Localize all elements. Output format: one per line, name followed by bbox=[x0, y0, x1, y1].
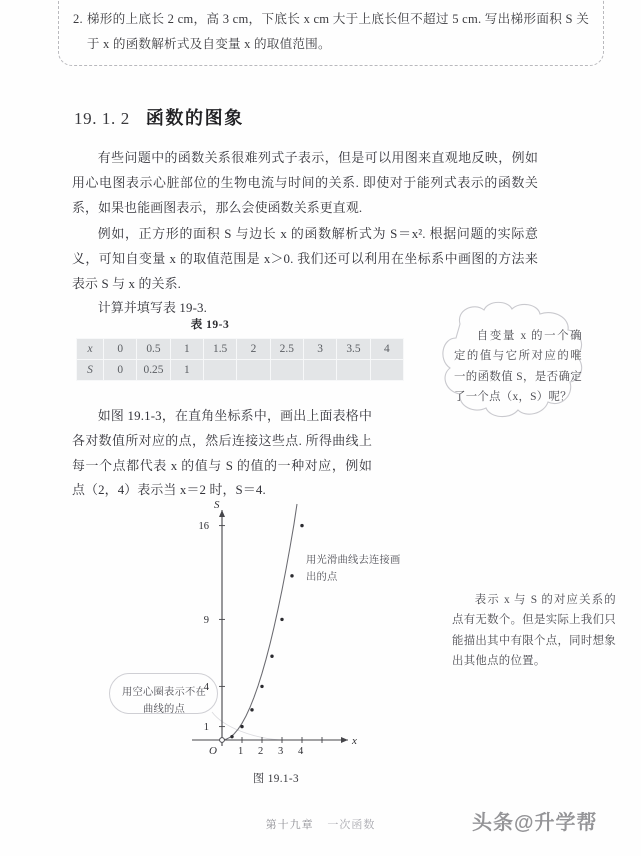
exercise-number: 2. bbox=[73, 12, 83, 26]
watermark: 头条@升学帮 bbox=[472, 812, 598, 834]
figure-caption: 图 19.1-3 bbox=[252, 773, 300, 785]
x-tick-label: 3 bbox=[278, 746, 284, 757]
table-cell: 0.5 bbox=[137, 339, 170, 360]
table-cell bbox=[237, 360, 270, 381]
paragraph-figure-desc: 如图 19.1-3，在直角坐标系中，画出上面表格中各对数值所对应的点，然后连接这些点. 所得曲线上每一个点都代表 x 的值与 S 的值的一种对应，例如点（2，4）表示当 x＝2 时，S＝4. bbox=[72, 409, 372, 498]
paragraph-example: 例如，正方形的面积 S 与边长 x 的函数解析式为 S＝x². 根据问题的实际意义，可知自变量 x 的取值范围是 x＞0. 我们还可以利用在坐标系中画图的方法来表示 S 与 x 的关系. bbox=[72, 227, 538, 291]
y-tick-label: 9 bbox=[203, 615, 209, 626]
callout-cloud-top-right: 自变量 x 的一个确定的值与它所对应的唯一的函数值 S，是否确定了一个点（x，S）呢？ bbox=[454, 330, 582, 403]
table-cell: 0.25 bbox=[137, 360, 170, 381]
x-tick-label: 1 bbox=[238, 746, 244, 757]
x-tick-label: 4 bbox=[298, 746, 304, 757]
callout-open-circle: 用空心圈表示不在曲线的点 bbox=[122, 687, 206, 715]
y-axis-label: S bbox=[214, 499, 220, 511]
section-number: 19. 1. 2 bbox=[74, 109, 130, 128]
table-cell bbox=[270, 360, 303, 381]
table-cell bbox=[303, 360, 336, 381]
table-cell: 4 bbox=[370, 339, 403, 360]
section-heading bbox=[74, 104, 244, 130]
table-cell: 0 bbox=[104, 339, 137, 360]
exercise-box bbox=[58, 0, 604, 66]
data-table-19-3 bbox=[76, 338, 404, 381]
curve-s-equals-x-squared bbox=[222, 504, 297, 740]
y-tick-label: 1 bbox=[203, 722, 209, 733]
y-tick-label: 4 bbox=[203, 682, 209, 693]
graph-svg bbox=[176, 498, 376, 768]
table-cell bbox=[370, 360, 403, 381]
table-header-s: S bbox=[77, 360, 104, 381]
table-cell: 3.5 bbox=[337, 339, 370, 360]
callout-cloud-bottom-right: 表示 x 与 S 的对应关系的点有无数个。但是实际上我们只能描出其中有限个点，同时想象出其他点的位置。 bbox=[452, 594, 616, 667]
x-axis-label: x bbox=[352, 735, 357, 747]
section-title: 函数的图象 bbox=[145, 108, 244, 128]
open-circle-origin bbox=[220, 738, 225, 743]
table-cell: 2.5 bbox=[270, 339, 303, 360]
figure-graph bbox=[176, 498, 376, 768]
axis-x bbox=[192, 737, 348, 743]
table-caption: 表 19-3 bbox=[190, 319, 230, 331]
table-header-x: x bbox=[77, 339, 104, 360]
table-cell: 1 bbox=[170, 339, 203, 360]
table-cell: 2 bbox=[237, 339, 270, 360]
exercise-item bbox=[73, 7, 589, 56]
paragraph-table-prompt: 计算并填写表 19-3. bbox=[97, 301, 208, 315]
table-cell bbox=[203, 360, 236, 381]
table-cell bbox=[337, 360, 370, 381]
paragraph-intro: 有些问题中的函数关系很难列式子表示，但是可以用图来直观地反映，例如用心电图表示心脏部位的生物电流与时间的关系. 即使对于能列式表示的函数关系，如果也能画图表示，那么会使函数关系更直观. bbox=[72, 151, 538, 215]
y-tick-label: 16 bbox=[198, 521, 209, 532]
exercise-text: 梯形的上底长 2 cm，高 3 cm，下底长 x cm 大于上底长但不超过 5 cm. 写出梯形面积 S 关于 x 的函数解析式及自变量 x 的取值范围。 bbox=[86, 12, 589, 51]
footer-chapter-title: 一次函数 bbox=[327, 819, 376, 831]
table-cell: 1 bbox=[170, 360, 203, 381]
table-row-x bbox=[77, 339, 404, 360]
data-points bbox=[230, 524, 303, 738]
axis-y bbox=[219, 510, 225, 746]
table-cell: 1.5 bbox=[203, 339, 236, 360]
table-cell: 3 bbox=[303, 339, 336, 360]
footer-chapter: 第十九章 bbox=[265, 819, 314, 831]
table-cell: 0 bbox=[104, 360, 137, 381]
callout-smooth-curve: 用光滑曲线去连接画出的点 bbox=[306, 555, 401, 583]
x-tick-label: 2 bbox=[258, 746, 264, 757]
origin-label: O bbox=[209, 745, 217, 757]
table-row-s bbox=[77, 360, 404, 381]
